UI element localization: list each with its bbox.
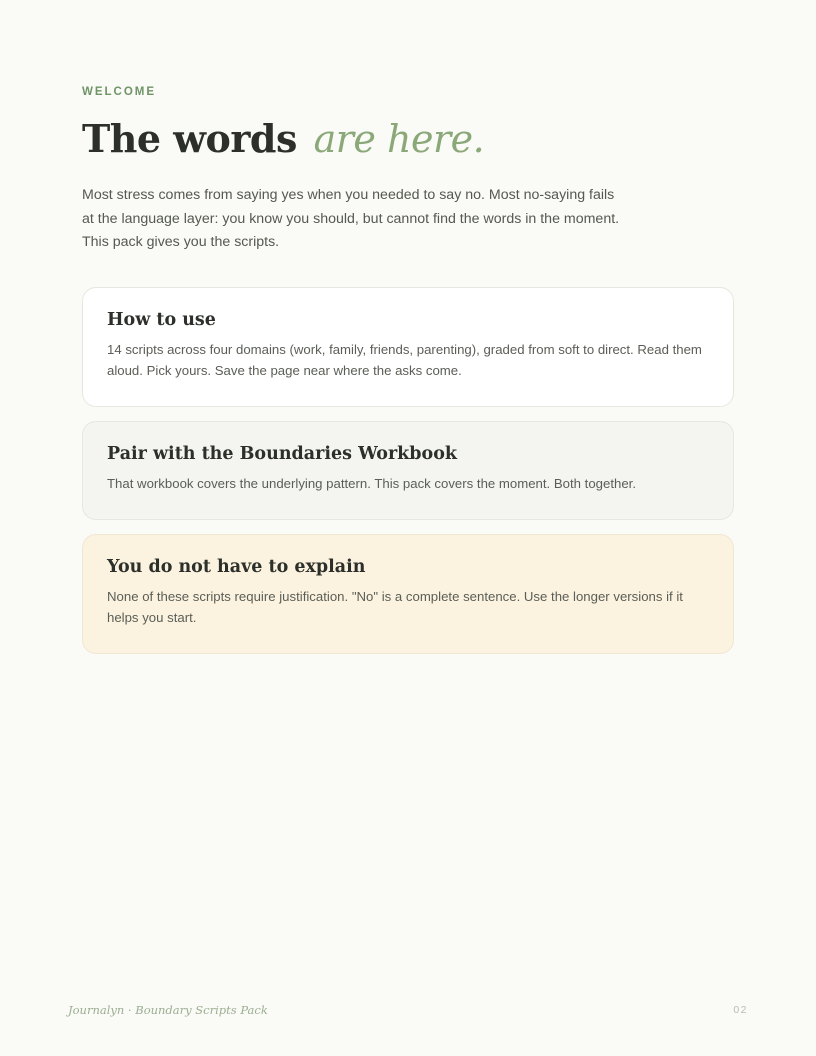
page-title: [82, 116, 484, 161]
title-main: The words: [82, 116, 297, 161]
card-title: Pair with the Boundaries Workbook: [107, 444, 458, 464]
card-body: 14 scripts across four domains (work, family, friends, parenting), graded from soft to direct. Read them aloud. Pick yours. Save the page near where the asks come.: [107, 342, 702, 378]
card-how-to-use: [82, 287, 734, 407]
section-eyebrow: WELCOME: [82, 86, 157, 98]
footer-brand: Journalyn · Boundary Scripts Pack: [68, 1003, 268, 1017]
card-pair-workbook: [82, 421, 734, 520]
page-number: 02: [733, 1004, 748, 1016]
card-title: You do not have to explain: [107, 557, 366, 577]
intro-paragraph: Most stress comes from saying yes when you needed to say no. Most no-saying fails at the language layer: you know you should, but cannot find the words in the moment. This pack gives you the scripts.: [82, 187, 620, 250]
card-title: How to use: [107, 310, 216, 330]
title-accent: are here.: [313, 117, 485, 161]
card-body: That workbook covers the underlying pattern. This pack covers the moment. Both together.: [107, 476, 636, 491]
card-body: None of these scripts require justification. "No" is a complete sentence. Use the longer versions if it helps you start.: [107, 589, 683, 625]
card-no-explain: [82, 534, 734, 654]
